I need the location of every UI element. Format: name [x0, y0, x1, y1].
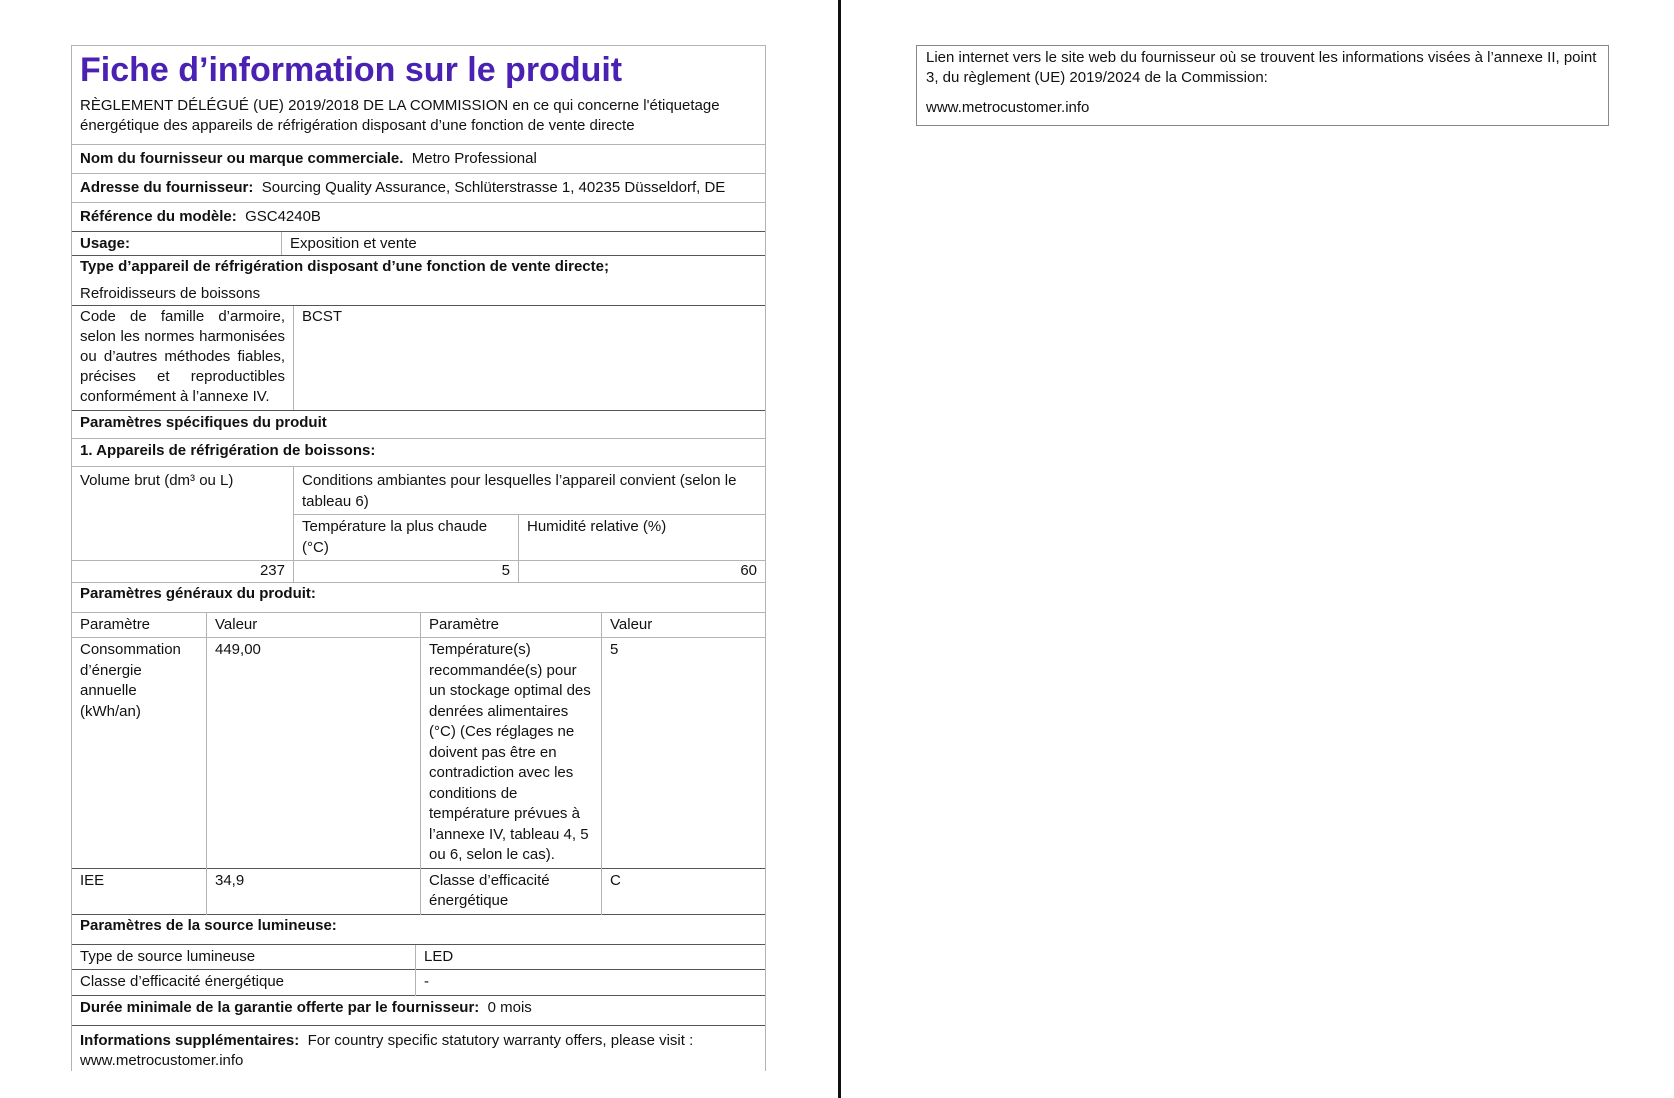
humidity-label: Humidité relative (%) — [527, 518, 667, 535]
general-params-table — [72, 613, 765, 915]
energy-class-value: C — [610, 871, 621, 889]
family-code-value: BCST — [302, 308, 343, 325]
usage-label: Usage: — [72, 232, 282, 255]
light-source-title: Paramètres de la source lumineuse: — [72, 915, 765, 945]
light-class-value: - — [424, 973, 429, 990]
beverage-table — [72, 467, 765, 583]
model-row — [72, 203, 765, 232]
energy-consumption-value: 449,00 — [207, 638, 421, 869]
col-header-param: Paramètre — [72, 613, 207, 638]
model-label: Référence du modèle: — [80, 208, 237, 225]
sheet-title: Fiche d’information sur le produit — [80, 51, 623, 89]
regulation-text: RÈGLEMENT DÉLÉGUÉ (UE) 2019/2018 DE LA COMMISSION en ce qui concerne l'étiquetage énergétique des appareils de réfrigération disposant d’une fonction de vente directe — [72, 90, 765, 145]
appliance-type-value: Refroidisseurs de boissons — [80, 285, 261, 302]
iee-value: 34,9 — [207, 868, 421, 914]
light-type-label: Type de source lumineuse — [72, 945, 416, 970]
supplier-row — [72, 145, 765, 174]
specific-params-title: Paramètres spécifiques du produit — [72, 411, 765, 439]
humidity-value: 60 — [740, 562, 757, 579]
page-divider — [838, 0, 841, 1098]
volume-value: 237 — [72, 561, 294, 583]
light-source-table — [72, 945, 765, 996]
iee-label: IEE — [72, 868, 207, 914]
general-params-title: Paramètres généraux du produit: — [72, 583, 765, 613]
appliance-type-label: Type d’appareil de réfrigération disposant d’une fonction de vente directe; — [80, 258, 609, 275]
extra-info-row — [72, 1026, 765, 1071]
address-row — [72, 174, 765, 203]
col-header-value: Valeur — [207, 613, 421, 638]
usage-value: Exposition et vente — [290, 235, 417, 252]
energy-consumption-label: Consommation d’énergie annuelle (kWh/an) — [72, 638, 207, 869]
light-type-value: LED — [424, 947, 454, 965]
extra-info-value: For country specific statutory warranty offers, please visit : www.metrocustomer.info — [80, 1031, 694, 1069]
warmest-temp-label: Température la plus chaude (°C) — [294, 515, 519, 561]
recommended-temp-label: Température(s) recommandée(s) pour un stockage optimal des denrées alimentaires (°C) (Ces réglages ne doivent pas être en contradiction avec les conditions de température prévues à l’annexe IV, tableau 4, 5 ou 6, selon le cas). — [421, 638, 602, 869]
col-header-param-2: Paramètre — [421, 613, 602, 638]
supplier-link-url[interactable]: www.metrocustomer.info — [926, 99, 1090, 116]
family-code-row — [72, 306, 765, 411]
model-value: GSC4240B — [245, 208, 321, 225]
energy-class-label: Classe d’efficacité énergétique — [421, 868, 602, 914]
warmest-temp-value: 5 — [294, 561, 519, 583]
light-class-label: Classe d’efficacité énergétique — [72, 970, 416, 996]
supplier-link-box — [916, 45, 1609, 126]
extra-info-label: Informations supplémentaires: — [80, 1031, 300, 1049]
warranty-value: 0 mois — [487, 998, 532, 1016]
appliance-type-row — [72, 256, 765, 306]
beverage-section-title: 1. Appareils de réfrigération de boissons: — [72, 439, 765, 467]
supplier-link-description: Lien internet vers le site web du fournisseur où se trouvent les informations visées à l’annexe II, point 3, du règlement (UE) 2019/2024 de la Commission: — [926, 49, 1597, 86]
address-label: Adresse du fournisseur: — [80, 179, 254, 196]
col-header-value-2: Valeur — [610, 615, 653, 633]
address-value: Sourcing Quality Assurance, Schlüterstrasse 1, 40235 Düsseldorf, DE — [261, 179, 726, 196]
family-code-label: Code de famille d’armoire, selon les normes harmonisées ou d’autres méthodes fiables, précises et reproductibles conformément à l’annexe IV. — [72, 306, 294, 410]
product-information-sheet — [71, 45, 766, 1071]
supplier-label: Nom du fournisseur ou marque commerciale. — [80, 150, 404, 167]
supplier-value: Metro Professional — [411, 150, 537, 167]
volume-label: Volume brut (dm³ ou L) — [72, 467, 294, 561]
ambient-conditions-label: Conditions ambiantes pour lesquelles l’appareil convient (selon le tableau 6) — [294, 467, 766, 515]
usage-row — [72, 232, 765, 256]
warranty-row — [72, 996, 765, 1026]
recommended-temp-value: 5 — [610, 641, 619, 658]
warranty-label: Durée minimale de la garantie offerte par le fournisseur: — [80, 998, 480, 1016]
